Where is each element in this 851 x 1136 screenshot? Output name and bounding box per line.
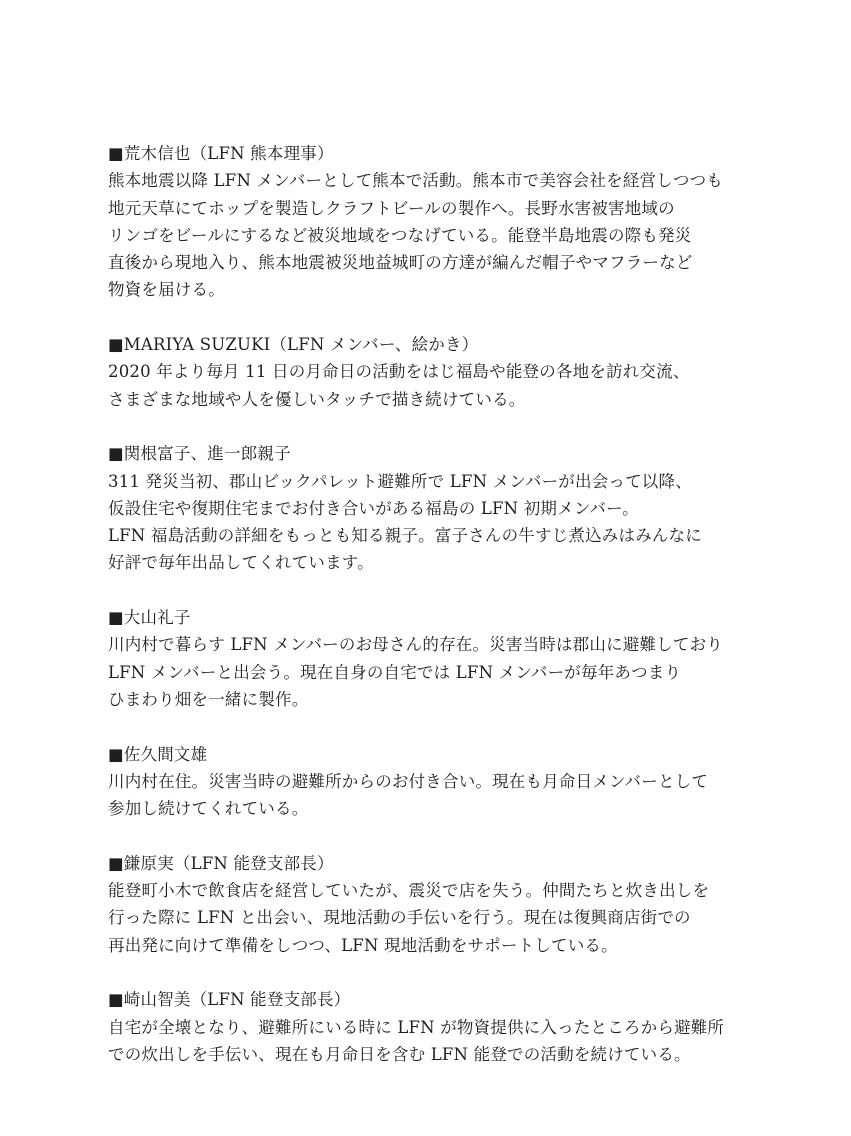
profile-text-line: LFN メンバーと出会う。現在自身の自宅では LFN メンバーが毎年あつまり <box>108 662 682 682</box>
profile-text-line: 直後から現地入り、熊本地震被災地益城町の方達が編んだ帽子やマフラーなど <box>108 253 693 273</box>
profile-entry <box>108 850 798 959</box>
profile-text-line: 参加し続けてくれている。 <box>108 799 309 819</box>
profile-text-line: 自宅が全壊となり、避難所にいる時に LFN が物資提供に入ったところから避難所 <box>108 1017 725 1037</box>
profile-text-line: 好評で毎年出品してくれています。 <box>108 553 374 573</box>
profile-text-line: 川内村在住。災害当時の避難所からのお付き合い。現在も月命日メンバーとして <box>108 771 709 791</box>
profile-heading: ■荒木信也（LFN 熊本理事） <box>108 144 334 163</box>
profile-entry <box>108 986 798 1068</box>
profile-heading: ■崎山智美（LFN 能登支部長） <box>108 990 351 1010</box>
profile-text-line: リンゴをビールにするなど被災地域をつなげている。能登半島地震の際も発災 <box>108 225 692 245</box>
profile-text-line: 物資を届ける。 <box>108 280 225 300</box>
profile-heading: ■鎌原実（LFN 能登支部長） <box>108 853 334 873</box>
profile-text-line: 再出発に向けて準備をしつつ、LFN 現地活動をサポートしている。 <box>108 935 618 955</box>
profile-entry <box>108 741 798 823</box>
profile-heading: ■佐久間文雄 <box>108 744 208 764</box>
profile-text-line: 2020 年より毎月 11 日の月命日の活動をはじ福島や能登の各地を訪れ交流、 <box>108 362 690 382</box>
member-profiles-document <box>108 140 798 1095</box>
profile-text-line: 能登町小木で飲食店を経営していたが、震災で店を失う。仲間たちと炊き出しを <box>108 881 710 901</box>
profile-text-line: さまざまな地域や人を優しいタッチで描き続けている。 <box>108 389 526 409</box>
profile-text-line: 311 発災当初、郡山ビックパレット避難所で LFN メンバーが出会って以降、 <box>108 471 692 491</box>
profile-entry <box>108 440 798 576</box>
profile-entry <box>108 140 798 304</box>
profile-text-line: LFN 福島活動の詳細をもっとも知る親子。富子さんの牛すじ煮込みはみんなに <box>108 526 702 546</box>
profile-text-line: 仮設住宅や復期住宅までお付き合いがある福島の LFN 初期メンバー。 <box>108 498 639 518</box>
profile-text-line: 川内村で暮らす LFN メンバーのお母さん的存在。災害当時は郡山に避難しており <box>108 635 723 655</box>
profile-entry <box>108 604 798 713</box>
profile-text-line: での炊出しを手伝い、現在も月命日を含む LFN 能登での活動を続けている。 <box>108 1044 691 1064</box>
profile-text-line: 地元天草にてホップを製造しクラフトビールの製作へ。長野水害被害地域の <box>108 198 675 218</box>
profile-text-line: ひまわり畑を一緒に製作。 <box>108 689 309 709</box>
profile-entry <box>108 331 798 413</box>
profile-heading: ■関根富子、進一郎親子 <box>108 444 291 464</box>
profile-heading: ■MARIYA SUZUKI（LFN メンバー、絵かき） <box>108 335 479 355</box>
profile-heading: ■大山礼子 <box>108 608 191 628</box>
profile-text-line: 熊本地震以降 LFN メンバーとして熊本で活動。熊本市で美容会社を経営しつつも <box>108 171 723 191</box>
profile-text-line: 行った際に LFN と出会い、現地活動の手伝いを行う。現在は復興商店街での <box>108 908 691 928</box>
